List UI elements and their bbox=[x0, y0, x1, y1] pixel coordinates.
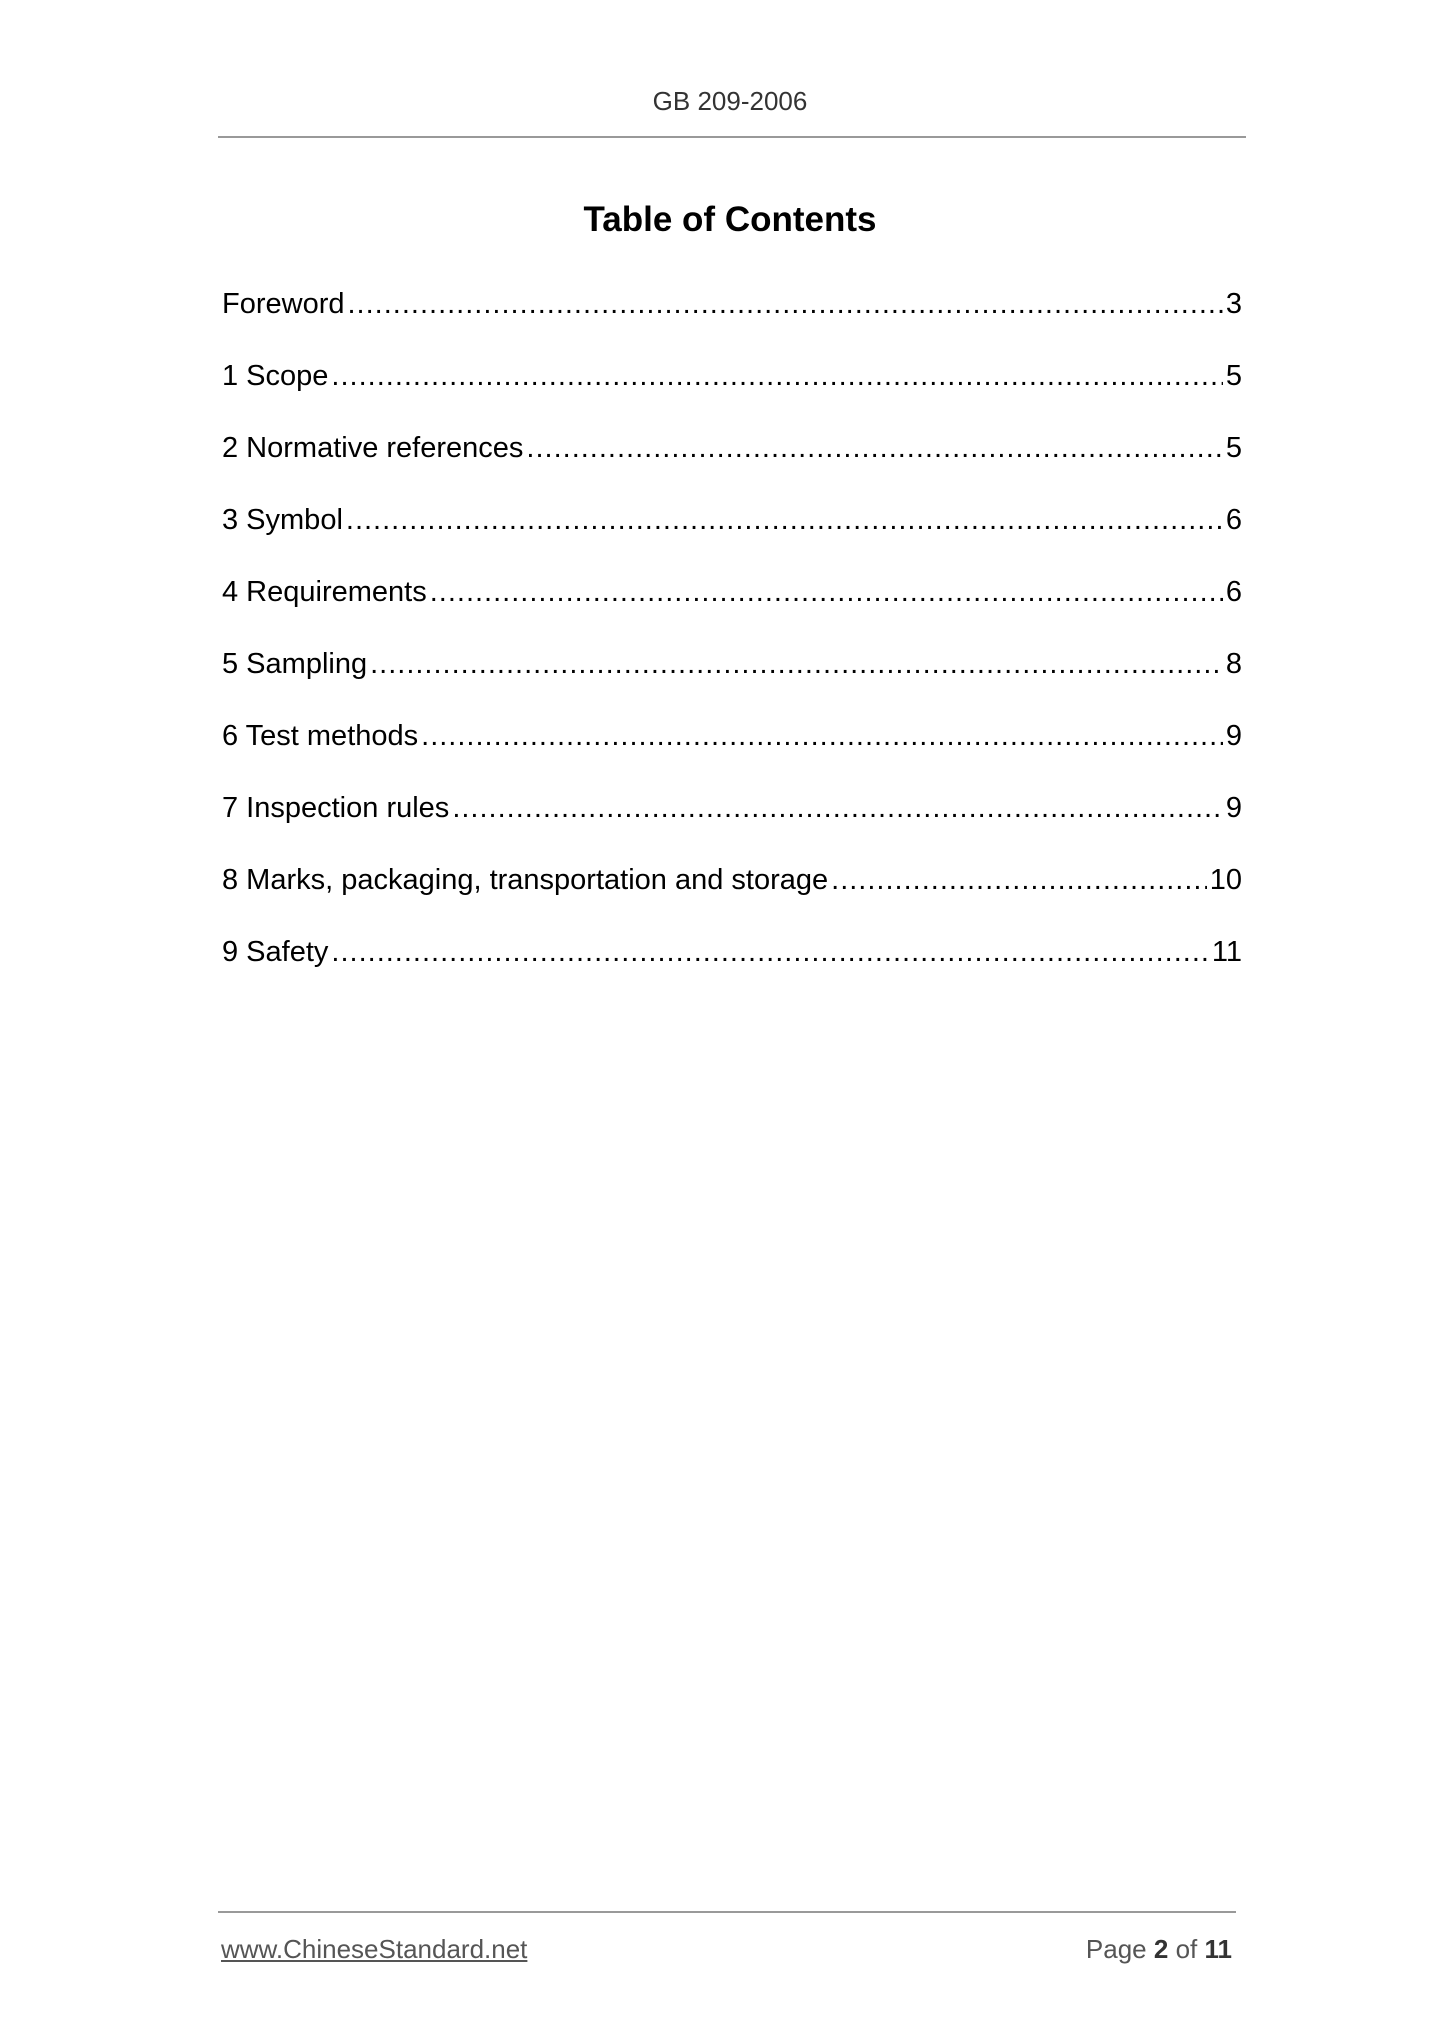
toc-entry-page: 5 bbox=[1225, 432, 1242, 464]
toc-entry-page: 9 bbox=[1225, 720, 1242, 752]
document-id-header: GB 209-2006 bbox=[652, 86, 808, 116]
toc-entry-page: 11 bbox=[1211, 936, 1242, 968]
toc-entry-test-methods[interactable] bbox=[222, 716, 1242, 788]
toc-entry-page: 5 bbox=[1225, 360, 1242, 392]
toc-entry-page: 3 bbox=[1225, 288, 1242, 320]
toc-entry-title: 4 Requirements bbox=[222, 576, 427, 608]
toc-entry-page: 10 bbox=[1209, 864, 1242, 896]
toc-heading: Table of Contents bbox=[583, 200, 877, 239]
toc-entry-page: 8 bbox=[1225, 648, 1242, 680]
toc-dot-leader bbox=[421, 716, 1223, 756]
toc-entry-title: 6 Test methods bbox=[222, 720, 419, 752]
toc-entry-title: 2 Normative references bbox=[222, 432, 524, 464]
total-pages-number: 11 bbox=[1204, 1934, 1232, 1964]
toc-dot-leader bbox=[370, 644, 1223, 684]
toc-entry-foreword[interactable] bbox=[222, 284, 1242, 356]
toc-entry-page: 9 bbox=[1225, 792, 1242, 824]
toc-entry-inspection-rules[interactable] bbox=[222, 788, 1242, 860]
toc-dot-leader bbox=[348, 284, 1223, 324]
toc-entry-title: 8 Marks, packaging, transportation and storage bbox=[222, 864, 829, 896]
toc-entry-marks-packaging[interactable] bbox=[222, 860, 1242, 932]
website-link[interactable]: www.ChineseStandard.net bbox=[221, 1934, 528, 1964]
toc-dot-leader bbox=[346, 500, 1223, 540]
toc-entry-title: 5 Sampling bbox=[222, 648, 368, 680]
header-divider bbox=[218, 136, 1246, 138]
toc-list bbox=[222, 284, 1242, 1004]
toc-dot-leader bbox=[430, 572, 1223, 612]
page-indicator bbox=[1086, 1934, 1232, 1965]
toc-dot-leader bbox=[331, 356, 1222, 396]
toc-entry-scope[interactable] bbox=[222, 356, 1242, 428]
toc-entry-title: 7 Inspection rules bbox=[222, 792, 450, 824]
toc-entry-safety[interactable] bbox=[222, 932, 1242, 1004]
toc-dot-leader bbox=[452, 788, 1223, 828]
toc-entry-title: 9 Safety bbox=[222, 936, 329, 968]
toc-entry-page: 6 bbox=[1225, 576, 1242, 608]
toc-dot-leader bbox=[331, 932, 1208, 972]
current-page-number: 2 bbox=[1153, 1934, 1169, 1964]
toc-dot-leader bbox=[831, 860, 1207, 900]
toc-entry-requirements[interactable] bbox=[222, 572, 1242, 644]
toc-entry-title: 3 Symbol bbox=[222, 504, 343, 536]
toc-entry-title: Foreword bbox=[222, 288, 345, 320]
page-separator: of bbox=[1175, 1934, 1198, 1964]
toc-dot-leader bbox=[526, 428, 1222, 468]
toc-entry-normative-references[interactable] bbox=[222, 428, 1242, 500]
toc-entry-page: 6 bbox=[1225, 504, 1242, 536]
toc-entry-symbol[interactable] bbox=[222, 500, 1242, 572]
toc-entry-title: 1 Scope bbox=[222, 360, 329, 392]
toc-entry-sampling[interactable] bbox=[222, 644, 1242, 716]
footer-divider bbox=[218, 1911, 1236, 1913]
page-prefix: Page bbox=[1085, 1934, 1147, 1964]
